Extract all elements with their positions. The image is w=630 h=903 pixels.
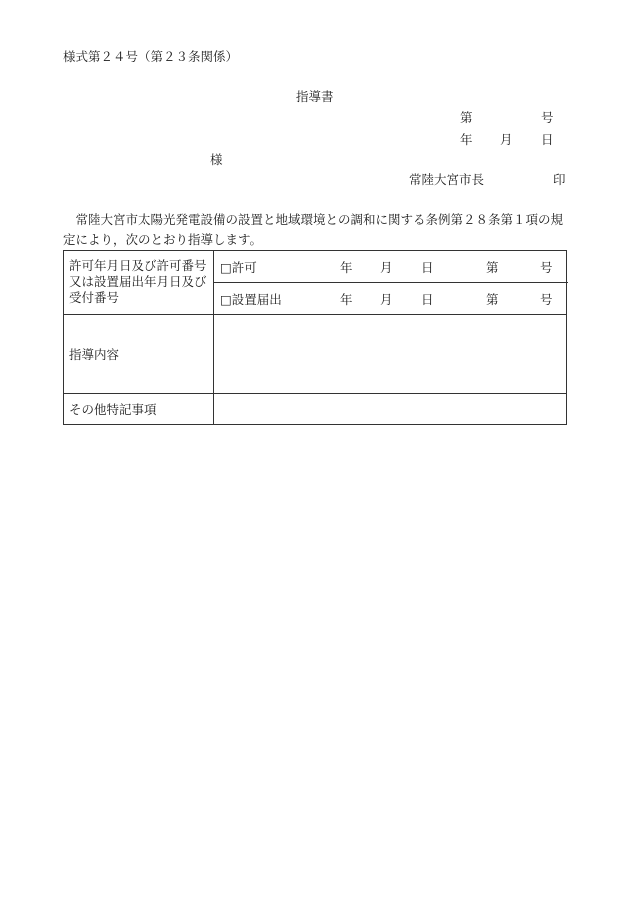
document-title: 指導書 bbox=[296, 89, 334, 104]
seal-mark: 印 bbox=[553, 172, 566, 187]
other-notes-label: その他特記事項 bbox=[69, 402, 157, 417]
form-number: 様式第２４号（第２３条関係） bbox=[63, 49, 239, 64]
table-row: 第 bbox=[486, 292, 499, 307]
installation-notice-checkbox-label[interactable]: □設置届出 bbox=[220, 292, 282, 307]
table-divider bbox=[213, 251, 214, 424]
table-row: 月 bbox=[380, 292, 393, 307]
table-row: 月 bbox=[380, 260, 393, 275]
number-prefix: 第 bbox=[460, 110, 473, 125]
number-suffix: 号 bbox=[541, 110, 554, 125]
date-day-label: 日 bbox=[541, 132, 554, 147]
table-row: 年 bbox=[340, 292, 353, 307]
table-row: 日 bbox=[421, 292, 434, 307]
addressee-suffix: 様 bbox=[210, 152, 223, 167]
table-divider bbox=[213, 282, 568, 283]
guidance-table bbox=[63, 250, 567, 425]
body-text: 常陸大宮市太陽光発電設備の設置と地域環境との調和に関する条例第２８条第１項の規定により，次のとおり指導します。 bbox=[63, 212, 564, 247]
table-divider bbox=[64, 393, 566, 394]
table-row: 年 bbox=[340, 260, 353, 275]
table-row: 号 bbox=[540, 292, 553, 307]
permit-checkbox-label[interactable]: □許可 bbox=[220, 260, 257, 275]
table-row: 第 bbox=[486, 260, 499, 275]
permit-info-label: 許可年月日及び許可番号又は設置届出年月日及び受付番号 bbox=[69, 258, 207, 305]
table-row: 日 bbox=[421, 260, 434, 275]
guidance-content-label: 指導内容 bbox=[69, 347, 120, 362]
date-year-label: 年 bbox=[460, 132, 473, 147]
date-month-label: 月 bbox=[500, 132, 513, 147]
table-row: 号 bbox=[540, 260, 553, 275]
table-divider bbox=[64, 314, 566, 315]
issuer-name: 常陸大宮市長 bbox=[409, 172, 485, 187]
